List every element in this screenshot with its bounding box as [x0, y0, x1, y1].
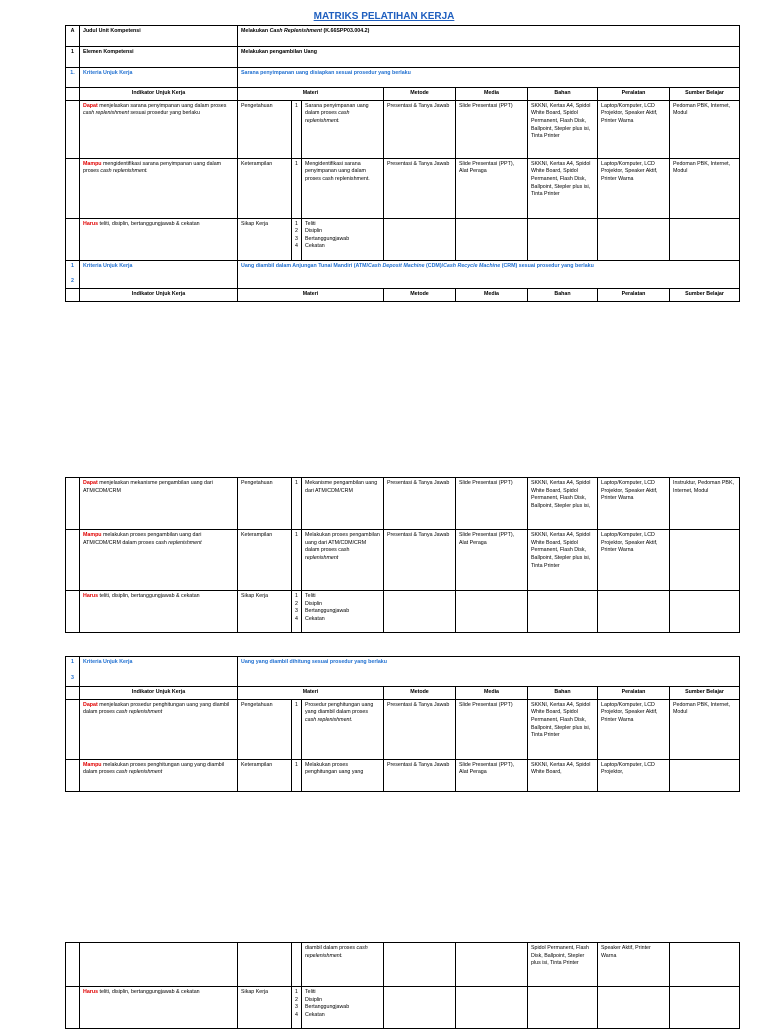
indikator-cell: Mampu melakukan proses pengambilan uang dari ATM/CDM/CRM dalam proses cash replenishment [80, 530, 238, 591]
header-materi: Materi [238, 88, 384, 101]
number-cell: 1 2 3 4 [292, 591, 302, 633]
bahan-cell: SKKNI, Kertas A4, Spidol White Board, Spidol Permanent, Flash Disk, Ballpoint, Stepler plus isi, Tinta Printer [528, 100, 598, 158]
sumber-cell [670, 759, 740, 791]
header-bahan: Bahan [528, 88, 598, 101]
header-sumber: Sumber Belajar [670, 687, 740, 700]
media-cell: Slide Presentasi (PPT) [456, 699, 528, 759]
metode-cell: Presentasi & Tanya Jawab [384, 158, 456, 218]
kuk-number: 1. [66, 68, 80, 88]
media-cell: Slide Presentasi (PPT), Alat Peraga [456, 759, 528, 791]
indikator-cell: Harus teliti, disiplin, bertanggungjawab & cekatan [80, 987, 238, 1029]
header-media: Media [456, 687, 528, 700]
type-cell: Pengetahuan [238, 100, 292, 158]
sumber-cell: Pedoman PBK, Internet, Modul [670, 158, 740, 218]
unit-value: Melakukan Cash Replenishment (K.66SPP03.004.2) [238, 26, 740, 47]
header-bahan: Bahan [528, 687, 598, 700]
media-cell: Slide Presentasi (PPT), Alat Peraga [456, 530, 528, 591]
header-sumber: Sumber Belajar [670, 88, 740, 101]
kuk-label: Kriteria Unjuk Kerja [80, 657, 238, 687]
header-row [66, 88, 740, 101]
sikap-row [66, 987, 740, 1029]
materi-cell: diambil dalam proses cash repelenishment. [302, 943, 384, 987]
materi-cell: Teliti Disiplin Bertanggungjawab Cekatan [302, 218, 384, 260]
number-cell: 1 2 3 4 [292, 987, 302, 1029]
kuk-text: Uang yang diambil dihitung sesuai prosedur yang berlaku [238, 657, 740, 687]
unit-label: Judul Unit Kompetensi [80, 26, 238, 47]
indikator-cell: Harus teliti, disiplin, bertanggungjawab & cekatan [80, 591, 238, 633]
peralatan-cell: Laptop/Komputer, LCD Projektor, [598, 759, 670, 791]
kuk-row [66, 260, 740, 288]
table-row [66, 699, 740, 759]
metode-cell: Presentasi & Tanya Jawab [384, 530, 456, 591]
number-cell: 1 [292, 158, 302, 218]
bahan-cell: SKKNI, Kertas A4, Spidol White Board, Spidol Permanent, Flash Disk, Ballpoint, Stepler plus isi, Tinta Printer [528, 158, 598, 218]
header-sumber: Sumber Belajar [670, 289, 740, 302]
elemen-label: Elemen Kompetensi [80, 47, 238, 68]
materi-cell: Mekanisme pengambilan uang dari ATM/CDM/CRM [302, 478, 384, 530]
kuk-text: Sarana penyimpanan uang disiapkan sesuai prosedur yang berlaku [238, 68, 740, 88]
materi-cell: Prosedur penghitungan uang yang diambil dalam proses cash replenishment. [302, 699, 384, 759]
sumber-cell: Instruktur, Pedoman PBK, Internet, Modul [670, 478, 740, 530]
elemen-number: 1 [66, 47, 80, 68]
matrix-table-1 [65, 25, 740, 302]
number-cell: 1 [292, 530, 302, 591]
header-peralatan: Peralatan [598, 687, 670, 700]
header-media: Media [456, 289, 528, 302]
header-row [66, 289, 740, 302]
unit-row [66, 26, 740, 47]
peralatan-cell: Speaker Aktif, Printer Warna [598, 943, 670, 987]
bahan-cell: SKKNI, Kertas A4, Spidol White Board, Spidol Permanent, Flash Disk, Ballpoint, Stepler plus isi, [528, 478, 598, 530]
media-cell: Slide Presentasi (PPT) [456, 478, 528, 530]
unit-code: A [66, 26, 80, 47]
header-bahan: Bahan [528, 289, 598, 302]
type-cell: Keterampilan [238, 759, 292, 791]
header-indikator: Indikator Unjuk Kerja [80, 289, 238, 302]
bahan-cell: Spidol Permanent, Flash Disk, Ballpoint, Stepler plus isi, Tinta Printer [528, 943, 598, 987]
table-row [66, 478, 740, 530]
number-cell: 1 [292, 759, 302, 791]
header-media: Media [456, 88, 528, 101]
sikap-row [66, 218, 740, 260]
header-metode: Metode [384, 289, 456, 302]
sumber-cell: Pedoman PBK, Internet, Modul [670, 100, 740, 158]
materi-cell: Melakukan proses penghitungan uang yang [302, 759, 384, 791]
materi-cell: Sarana penyimpanan uang dalam proses cash replenishment. [302, 100, 384, 158]
table-row [66, 530, 740, 591]
header-materi: Materi [238, 687, 384, 700]
elemen-value: Melakukan pengambilan Uang [238, 47, 740, 68]
table-row [66, 100, 740, 158]
number-cell: 1 [292, 478, 302, 530]
kuk-number: 1 2 [66, 260, 80, 288]
indikator-cell: Dapat menjelaskan prosedur penghitungan uang yang diambil dalam proses cash replenishment [80, 699, 238, 759]
sumber-cell [670, 530, 740, 591]
type-cell: Pengetahuan [238, 699, 292, 759]
kuk-row [66, 657, 740, 687]
header-indikator: Indikator Unjuk Kerja [80, 88, 238, 101]
header-peralatan: Peralatan [598, 88, 670, 101]
number-cell: 1 [292, 699, 302, 759]
header-metode: Metode [384, 88, 456, 101]
materi-cell: Melakukan proses pengambilan uang dari ATM/CDM/CRM dalam proses cash replenishment [302, 530, 384, 591]
kuk-number: 1 3 [66, 657, 80, 687]
number-cell: 1 [292, 100, 302, 158]
table-row [66, 943, 740, 987]
peralatan-cell: Laptop/Komputer, LCD Projektor, Speaker Aktif, Printer Warna [598, 158, 670, 218]
sumber-cell: Pedoman PBK, Internet, Modul [670, 699, 740, 759]
bahan-cell: SKKNI, Kertas A4, Spidol White Board, Spidol Permanent, Flash Disk, Ballpoint, Stepler plus isi, Tinta Printer [528, 530, 598, 591]
kuk-row [66, 68, 740, 88]
metode-cell: Presentasi & Tanya Jawab [384, 100, 456, 158]
header-peralatan: Peralatan [598, 289, 670, 302]
sikap-row [66, 591, 740, 633]
materi-cell: Teliti Disiplin Bertanggungjawab Cekatan [302, 987, 384, 1029]
materi-cell: Teliti Disiplin Bertanggungjawab Cekatan [302, 591, 384, 633]
matrix-table-3 [65, 656, 740, 792]
table-row [66, 158, 740, 218]
metode-cell: Presentasi & Tanya Jawab [384, 699, 456, 759]
media-cell: Slide Presentasi (PPT) [456, 100, 528, 158]
media-cell: Slide Presentasi (PPT), Alat Peraga [456, 158, 528, 218]
metode-cell: Presentasi & Tanya Jawab [384, 478, 456, 530]
materi-cell: Mengidentifikasi sarana penyimpanan uang dalam proses cash replenishment. [302, 158, 384, 218]
type-cell: Sikap Kerja [238, 591, 292, 633]
matrix-table-2 [65, 477, 740, 633]
number-cell: 1 2 3 4 [292, 218, 302, 260]
bahan-cell: SKKNI, Kertas A4, Spidol White Board, [528, 759, 598, 791]
type-cell: Keterampilan [238, 158, 292, 218]
type-cell: Sikap Kerja [238, 987, 292, 1029]
metode-cell: Presentasi & Tanya Jawab [384, 759, 456, 791]
type-cell: Keterampilan [238, 530, 292, 591]
indikator-cell: Dapat menjelaskan mekanisme pengambilan uang dari ATM/CDM/CRM [80, 478, 238, 530]
indikator-cell: Harus teliti, disiplin, bertanggungjawab & cekatan [80, 218, 238, 260]
type-cell: Sikap Kerja [238, 218, 292, 260]
kuk-label: Kriteria Unjuk Kerja [80, 68, 238, 88]
header-materi: Materi [238, 289, 384, 302]
kuk-label: Kriteria Unjuk Kerja [80, 260, 238, 288]
indikator-cell: Mampu melakukan proses penghitungan uang yang diambil dalam proses cash replenishment [80, 759, 238, 791]
peralatan-cell: Laptop/Komputer, LCD Projektor, Speaker Aktif, Printer Warna [598, 530, 670, 591]
peralatan-cell: Laptop/Komputer, LCD Projektor, Speaker Aktif, Printer Warna [598, 699, 670, 759]
table-row [66, 759, 740, 791]
header-indikator: Indikator Unjuk Kerja [80, 687, 238, 700]
peralatan-cell: Laptop/Komputer, LCD Projektor, Speaker Aktif, Printer Warna [598, 478, 670, 530]
indikator-cell: Mampu mengidentifikasi sarana penyimpanan uang dalam proses cash replenishment. [80, 158, 238, 218]
bahan-cell: SKKNI, Kertas A4, Spidol White Board, Spidol Permanent, Flash Disk, Ballpoint, Stepler plus isi, Tinta Printer [528, 699, 598, 759]
peralatan-cell: Laptop/Komputer, LCD Projektor, Speaker Aktif, Printer Warna [598, 100, 670, 158]
header-row [66, 687, 740, 700]
header-metode: Metode [384, 687, 456, 700]
document-title: MATRIKS PELATIHAN KERJA [313, 11, 455, 22]
indikator-cell: Dapat menjelaskan sarana penyimpanan uang dalam proses cash replenishment sesuai prosedur yang berlaku [80, 100, 238, 158]
matrix-table-4 [65, 942, 740, 1029]
kuk-text: Uang diambil dalam Anjungan Tunai Mandiri (ATM/Cash Deposit Machine (CDM)/Cash Recycle Machine (CRM) sesuai prosedur yang berlaku [238, 260, 740, 288]
type-cell: Pengetahuan [238, 478, 292, 530]
elemen-row [66, 47, 740, 68]
